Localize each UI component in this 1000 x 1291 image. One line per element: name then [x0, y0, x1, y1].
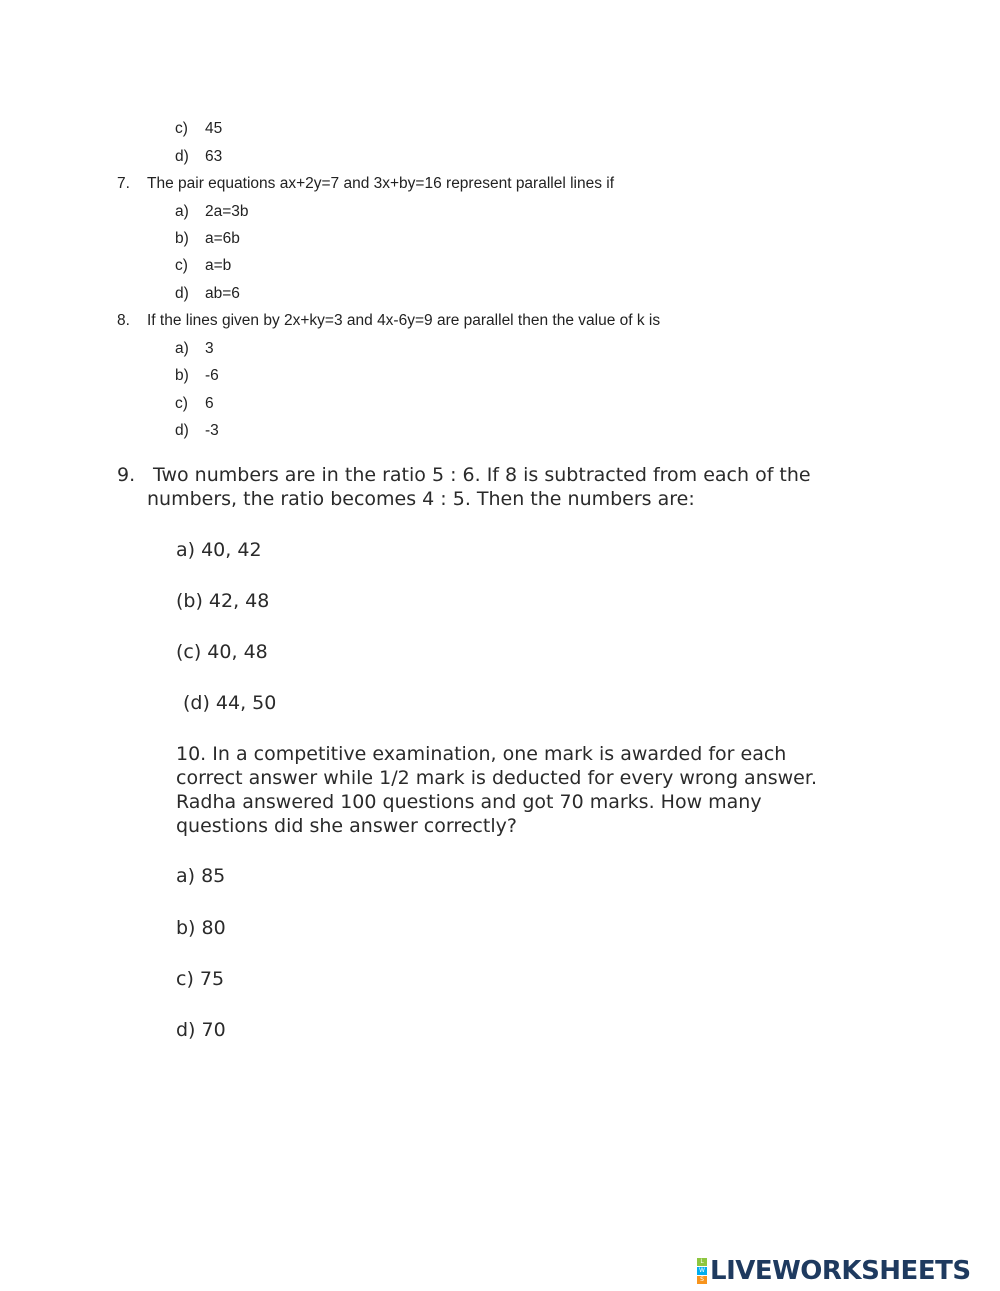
option-q8-c: [175, 395, 214, 413]
option-text: a=6b: [205, 230, 240, 247]
option-q9-b: (b) 42, 48: [176, 590, 270, 612]
option-q7-a: [175, 203, 249, 221]
option-q7-c: [175, 257, 231, 275]
logo-text: LIVEWORKSHEETS: [710, 1256, 971, 1286]
option-q8-b: [175, 367, 219, 385]
option-text: 63: [205, 148, 223, 165]
option-text: 6: [205, 395, 214, 412]
question-text-line1: Two numbers are in the ratio 5 : 6. If 8 is subtracted from each of the: [153, 464, 811, 486]
option-q6-d: [175, 148, 222, 166]
question-number: 7.: [117, 175, 130, 192]
question-text: If the lines given by 2x+ky=3 and 4x-6y=9 are parallel then the value of k is: [147, 312, 661, 329]
option-q10-c: c) 75: [176, 968, 225, 990]
option-q10-d: d) 70: [176, 1019, 226, 1041]
option-q9-a: a) 40, 42: [176, 539, 262, 561]
question-7: [117, 175, 614, 193]
option-letter: a): [175, 340, 189, 357]
option-q8-d: [175, 422, 219, 440]
option-q9-d: (d) 44, 50: [183, 692, 277, 714]
liveworksheets-logo: [697, 1255, 971, 1287]
option-text: ab=6: [205, 285, 240, 302]
option-text: -3: [205, 422, 219, 439]
logo-block: W: [697, 1267, 707, 1275]
option-text: -6: [205, 367, 219, 384]
option-letter: a): [175, 203, 189, 220]
option-letter: c): [175, 395, 188, 412]
option-letter: b): [175, 367, 189, 384]
option-letter: d): [175, 285, 189, 302]
question-10-line3: Radha answered 100 questions and got 70 marks. How many: [176, 791, 762, 813]
option-q9-c: (c) 40, 48: [176, 641, 268, 663]
question-number: 8.: [117, 312, 130, 329]
option-q8-a: [175, 340, 214, 358]
option-letter: d): [175, 148, 189, 165]
question-9-line2: numbers, the ratio becomes 4 : 5. Then the numbers are:: [147, 488, 695, 510]
option-q7-d: [175, 285, 240, 303]
option-text: 45: [205, 120, 223, 137]
option-q6-c: [175, 120, 222, 138]
question-10-line1: 10. In a competitive examination, one mark is awarded for each: [176, 743, 787, 765]
option-q10-b: b) 80: [176, 917, 226, 939]
option-text: a=b: [205, 257, 232, 274]
option-text: 3: [205, 340, 214, 357]
question-10-line2: correct answer while 1/2 mark is deducted for every wrong answer.: [176, 767, 817, 789]
option-q10-a: a) 85: [176, 865, 226, 887]
logo-mark-icon: [697, 1258, 707, 1284]
question-9: [117, 464, 811, 486]
option-letter: c): [175, 257, 188, 274]
logo-block: L: [697, 1258, 707, 1266]
option-text: 2a=3b: [205, 203, 249, 220]
option-q7-b: [175, 230, 240, 248]
question-text: The pair equations ax+2y=7 and 3x+by=16 represent parallel lines if: [147, 175, 615, 192]
question-10-line4: questions did she answer correctly?: [176, 815, 517, 837]
option-letter: c): [175, 120, 188, 137]
question-8: [117, 312, 660, 330]
option-letter: d): [175, 422, 189, 439]
question-number: 9.: [117, 464, 136, 486]
logo-block: S: [697, 1276, 707, 1284]
option-letter: b): [175, 230, 189, 247]
